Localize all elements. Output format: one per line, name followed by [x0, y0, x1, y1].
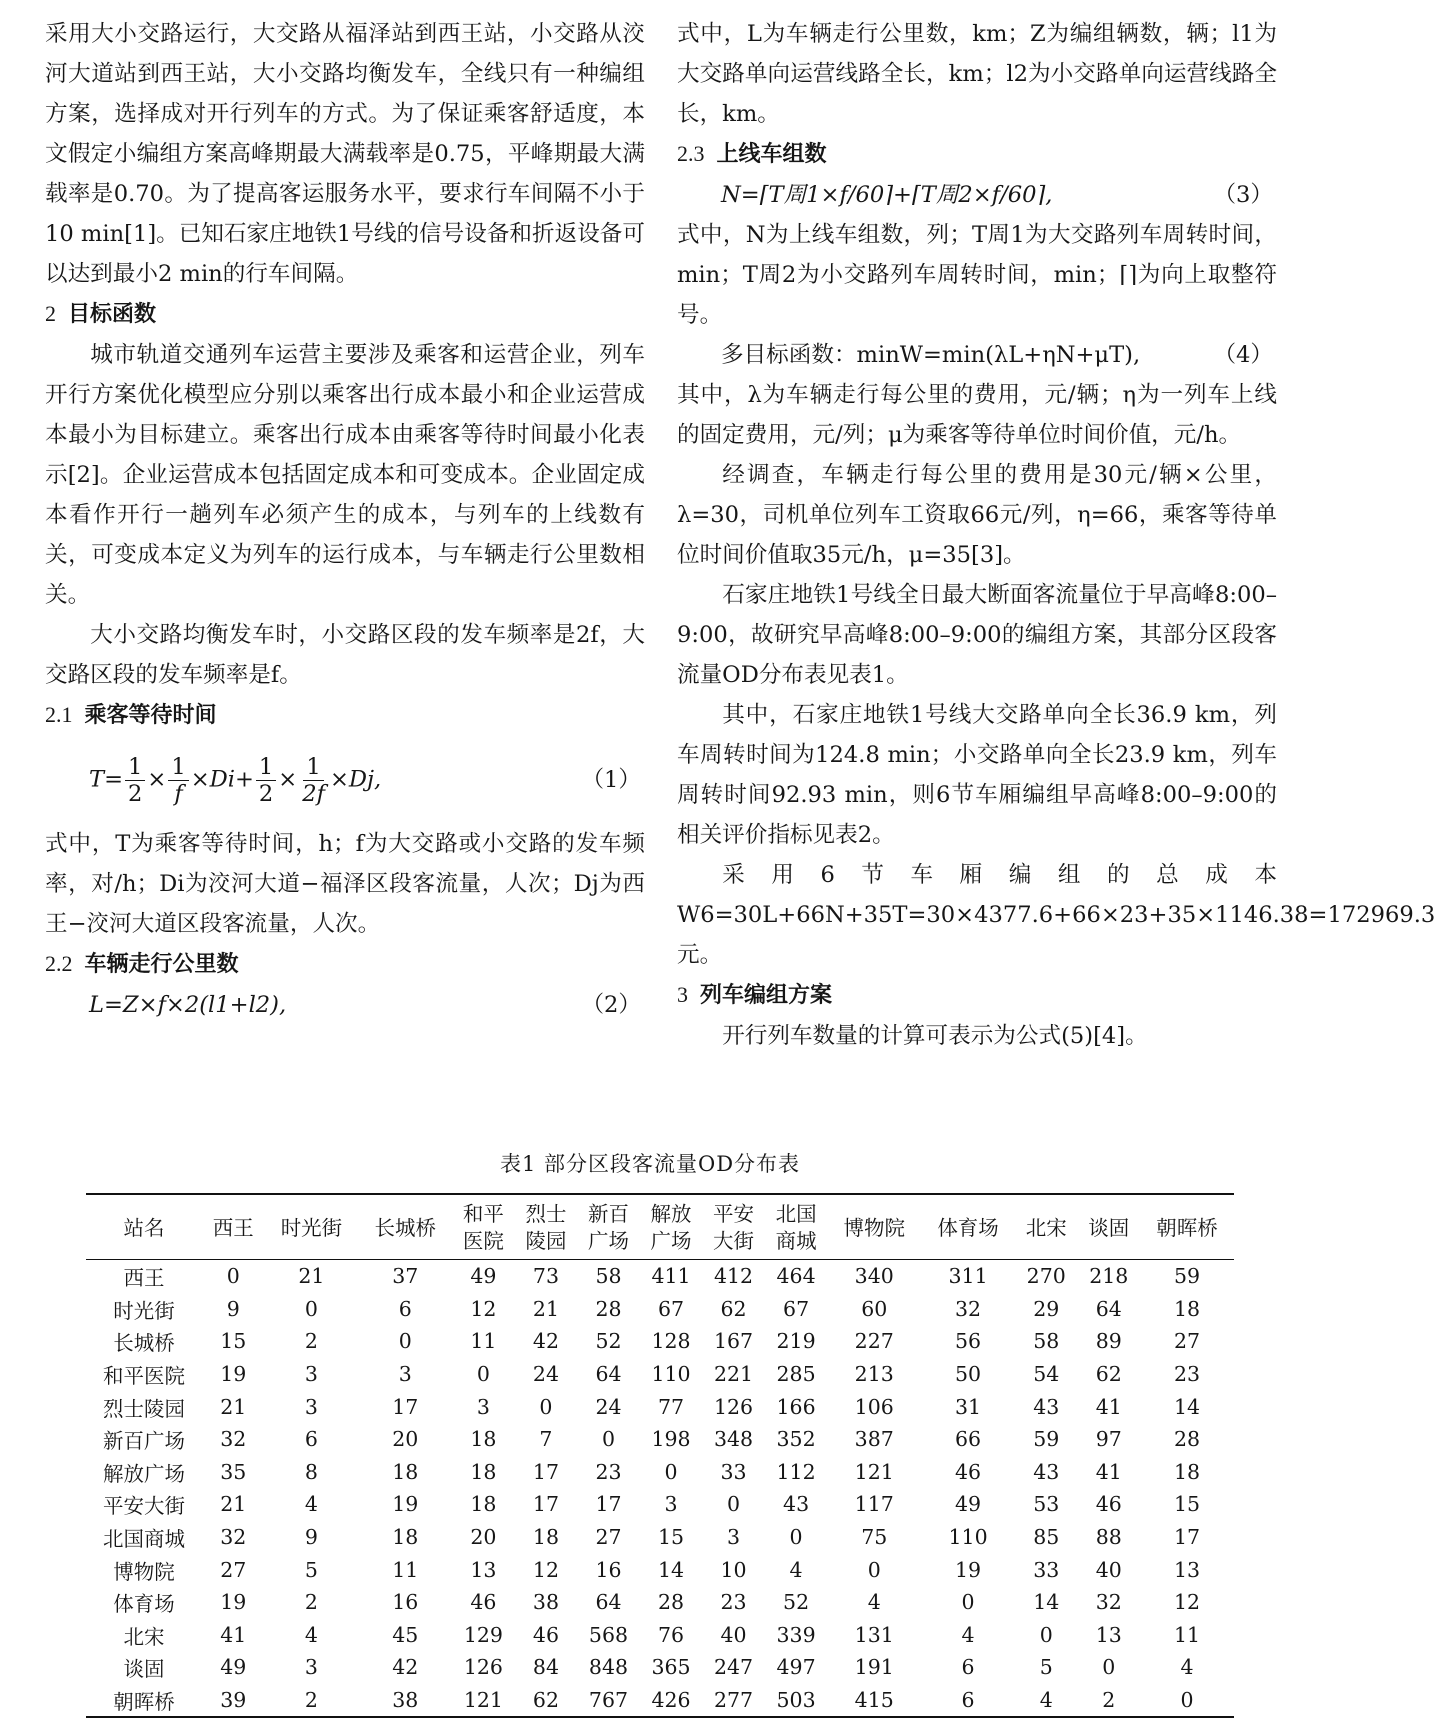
flow-value-cell: 64	[595, 1590, 622, 1615]
flow-value-cell: 0	[961, 1590, 975, 1615]
flow-value-cell: 62	[532, 1688, 559, 1713]
flow-value-cell: 110	[948, 1525, 988, 1550]
flow-value-cell: 0	[601, 1427, 615, 1452]
station-name-cell: 解放广场	[103, 1461, 185, 1486]
flow-value-cell: 117	[854, 1492, 894, 1517]
flow-value-cell: 387	[854, 1427, 894, 1452]
flow-value-cell: 32	[220, 1525, 247, 1550]
flow-value-cell: 11	[1173, 1622, 1201, 1647]
flow-value-cell: 77	[657, 1394, 685, 1419]
flow-value-cell: 64	[595, 1362, 622, 1387]
flow-value-cell: 848	[588, 1655, 629, 1680]
flow-value-cell: 50	[955, 1362, 982, 1387]
table-header-cell: 和平 医院	[462, 1202, 504, 1253]
flow-value-cell: 38	[392, 1688, 419, 1713]
paragraph-intro: 采用大小交路运行，大交路从福泽站到西王站，小交路从洨河大道站到西王站，大小交路均衡发车，全线只有一种编组方案，选择成对开行列车的方式。为了保证乘客舒适度，本文假定小编组方案高峰期最大满载率是0.75，平峰期最大满载率是0.70。为了提高客运服务水平，要求行车间隔不小于10 min[1]。已知石家庄地铁1号线的信号设备和折返设备可以达到最小2 min的行车间隔。	[45, 21, 645, 287]
flow-value-cell: 126	[713, 1394, 754, 1419]
table-body	[86, 1260, 1234, 1718]
flow-value-cell: 14	[657, 1557, 685, 1582]
flow-value-cell: 20	[392, 1427, 419, 1452]
flow-value-cell: 17	[392, 1394, 419, 1419]
flow-value-cell: 213	[854, 1362, 894, 1387]
station-name-cell: 朝晖桥	[113, 1690, 175, 1715]
flow-value-cell: 4	[789, 1557, 803, 1582]
subsection-heading-2-1	[45, 695, 645, 736]
paragraph-eq3-explanation: 式中，N为上线车组数，列；T周1为大交路列车周转时间，min；T周2为小交路列车周转时间，min；⌈⌉为向上取整符号。	[677, 222, 1277, 328]
flow-value-cell: 67	[783, 1296, 810, 1321]
flow-value-cell: 14	[1173, 1394, 1201, 1419]
flow-value-cell: 27	[1173, 1329, 1201, 1354]
flow-value-cell: 352	[776, 1427, 816, 1452]
flow-value-cell: 0	[226, 1264, 240, 1289]
flow-value-cell: 10	[720, 1557, 747, 1582]
flow-value-cell: 35	[220, 1459, 247, 1484]
flow-value-cell: 27	[220, 1557, 247, 1582]
flow-value-cell: 9	[226, 1296, 240, 1321]
equation-3-body: N=⌈T周1×f/60⌉+⌈T周2×f/60⌉,	[721, 182, 1053, 208]
flow-value-cell: 5	[304, 1557, 318, 1582]
subsection-title: 上线车组数	[716, 142, 827, 167]
section-heading-2	[45, 294, 645, 335]
flow-value-cell: 89	[1095, 1329, 1122, 1354]
flow-value-cell: 58	[1033, 1329, 1060, 1354]
flow-value-cell: 3	[398, 1362, 412, 1387]
equation-2	[45, 985, 645, 1025]
table-header-cell: 时光街	[280, 1215, 343, 1240]
equation-number: （2）	[581, 992, 641, 1018]
flow-value-cell: 39	[220, 1688, 247, 1713]
table-row	[86, 1521, 1234, 1554]
flow-value-cell: 568	[588, 1622, 629, 1647]
flow-value-cell: 84	[532, 1655, 559, 1680]
section-heading-3	[677, 975, 1277, 1016]
station-name-cell: 北国商城	[103, 1527, 185, 1552]
flow-value-cell: 8	[304, 1459, 318, 1484]
flow-value-cell: 45	[392, 1622, 419, 1647]
station-name-cell: 新百广场	[103, 1429, 185, 1454]
flow-value-cell: 348	[713, 1427, 754, 1452]
flow-value-cell: 66	[955, 1427, 982, 1452]
table-header-cell: 站名	[123, 1215, 165, 1240]
paragraph-peak-flow: 石家庄地铁1号线全日最大断面客流量位于早高峰8:00–9:00，故研究早高峰8:00–9:00的编组方案，其部分区段客流量OD分布表见表1。	[677, 582, 1277, 688]
flow-value-cell: 221	[713, 1362, 754, 1387]
flow-value-cell: 32	[220, 1427, 247, 1452]
flow-value-cell: 0	[789, 1525, 803, 1550]
flow-value-cell: 17	[532, 1492, 559, 1517]
flow-value-cell: 20	[470, 1525, 497, 1550]
fraction-one-over-2f: $\frac{1}{2f}$	[302, 753, 325, 807]
flow-value-cell: 112	[776, 1459, 816, 1484]
table-row	[86, 1684, 1234, 1718]
flow-value-cell: 54	[1033, 1362, 1060, 1387]
flow-value-cell: 121	[854, 1459, 894, 1484]
flow-value-cell: 49	[220, 1655, 247, 1680]
flow-value-cell: 6	[304, 1427, 318, 1452]
flow-value-cell: 247	[713, 1655, 754, 1680]
flow-value-cell: 88	[1095, 1525, 1122, 1550]
section-number: 2	[45, 301, 56, 326]
flow-value-cell: 31	[955, 1394, 982, 1419]
flow-value-cell: 5	[1039, 1655, 1053, 1680]
flow-value-cell: 767	[588, 1688, 629, 1713]
flow-value-cell: 6	[961, 1688, 975, 1713]
flow-value-cell: 24	[595, 1394, 622, 1419]
flow-value-cell: 18	[392, 1459, 419, 1484]
flow-value-cell: 43	[783, 1492, 810, 1517]
flow-value-cell: 311	[948, 1264, 988, 1289]
flow-value-cell: 198	[651, 1427, 691, 1452]
paragraph-formula-5: 开行列车数量的计算可表示为公式(5)[4]。	[722, 1023, 1148, 1049]
flow-value-cell: 2	[304, 1590, 318, 1615]
equation-3	[677, 175, 1277, 215]
flow-value-cell: 15	[220, 1329, 247, 1354]
table-row	[86, 1293, 1234, 1326]
flow-value-cell: 37	[392, 1264, 419, 1289]
equation-2-body: L=Z×f×2(l1+l2),	[89, 992, 287, 1018]
table-header-cell: 西王	[212, 1215, 254, 1240]
flow-value-cell: 218	[1089, 1264, 1129, 1289]
table-header-cell: 体育场	[937, 1215, 999, 1240]
subsection-title: 乘客等待时间	[84, 703, 217, 728]
station-name-cell: 烈士陵园	[103, 1396, 185, 1421]
fraction-half: $\frac{1}{2}$	[125, 754, 145, 807]
flow-value-cell: 339	[776, 1622, 816, 1647]
flow-value-cell: 23	[595, 1459, 622, 1484]
station-name-cell: 和平医院	[103, 1364, 185, 1389]
flow-value-cell: 166	[776, 1394, 816, 1419]
flow-value-cell: 2	[304, 1688, 318, 1713]
flow-value-cell: 64	[1095, 1296, 1122, 1321]
flow-value-cell: 32	[1095, 1590, 1122, 1615]
station-name-cell: 博物院	[113, 1559, 175, 1584]
flow-value-cell: 412	[713, 1264, 754, 1289]
flow-value-cell: 270	[1026, 1264, 1066, 1289]
table-row	[86, 1651, 1234, 1684]
subsection-heading-2-2	[45, 944, 645, 985]
flow-value-cell: 40	[720, 1622, 747, 1647]
fraction-one-over-f: $\frac{1}{f}$	[168, 754, 188, 807]
station-name-cell: 西王	[123, 1266, 165, 1291]
flow-value-cell: 16	[595, 1557, 622, 1582]
equation-4	[677, 335, 1277, 375]
flow-value-cell: 7	[539, 1427, 553, 1452]
flow-value-cell: 16	[392, 1590, 419, 1615]
station-name-cell: 时光街	[113, 1298, 175, 1323]
right-column	[677, 14, 1435, 1056]
flow-value-cell: 497	[776, 1655, 816, 1680]
flow-value-cell: 18	[392, 1525, 419, 1550]
flow-value-cell: 126	[463, 1655, 503, 1680]
flow-value-cell: 38	[532, 1590, 559, 1615]
flow-value-cell: 21	[220, 1492, 247, 1517]
flow-value-cell: 219	[776, 1329, 816, 1354]
flow-value-cell: 15	[657, 1525, 685, 1550]
equation-1-body: T= $\frac{1}{2}$ × $\frac{1}{f}$ ×Di+ $\frac{1}{2}$ × $\frac{1}{2f}$ ×Dj,	[89, 753, 382, 807]
flow-value-cell: 411	[651, 1264, 691, 1289]
equation-number: （3）	[1213, 182, 1273, 208]
table-header-cell: 新百 广场	[587, 1202, 629, 1253]
table-row	[86, 1390, 1234, 1423]
flow-value-cell: 41	[1095, 1459, 1122, 1484]
station-name-cell: 北宋	[123, 1624, 165, 1649]
flow-value-cell: 0	[1102, 1655, 1116, 1680]
flow-value-cell: 13	[470, 1557, 497, 1582]
flow-value-cell: 52	[595, 1329, 622, 1354]
flow-value-cell: 28	[657, 1590, 685, 1615]
flow-value-cell: 6	[961, 1655, 975, 1680]
table-header-cell: 烈士 陵园	[525, 1202, 567, 1253]
flow-value-cell: 28	[595, 1296, 622, 1321]
station-name-cell: 体育场	[113, 1592, 175, 1617]
fraction-half: $\frac{1}{2}$	[256, 754, 276, 807]
flow-value-cell: 62	[1095, 1362, 1122, 1387]
flow-value-cell: 14	[1033, 1590, 1060, 1615]
flow-value-cell: 97	[1095, 1427, 1122, 1452]
equation-number: （1）	[581, 767, 641, 793]
flow-value-cell: 42	[392, 1655, 419, 1680]
flow-value-cell: 46	[955, 1459, 982, 1484]
flow-value-cell: 415	[854, 1688, 894, 1713]
flow-value-cell: 49	[955, 1492, 982, 1517]
flow-value-cell: 73	[532, 1264, 559, 1289]
station-name-cell: 谈固	[123, 1657, 165, 1682]
flow-value-cell: 11	[392, 1557, 419, 1582]
section-title: 目标函数	[68, 302, 157, 327]
table-row	[86, 1488, 1234, 1521]
table-row	[86, 1423, 1234, 1456]
equation-1	[45, 736, 645, 824]
flow-value-cell: 32	[955, 1296, 982, 1321]
table-row	[86, 1358, 1234, 1391]
table-header-cell: 平安 大街	[713, 1202, 755, 1253]
table-row	[86, 1456, 1234, 1489]
flow-value-cell: 6	[398, 1296, 412, 1321]
flow-value-cell: 27	[595, 1525, 622, 1550]
flow-value-cell: 0	[304, 1296, 318, 1321]
table-row	[86, 1553, 1234, 1586]
flow-value-cell: 4	[304, 1492, 318, 1517]
flow-value-cell: 49	[470, 1264, 497, 1289]
paragraph-parameters: 经调查，车辆走行每公里的费用是30元/辆×公里，λ=30，司机单位列车工资取66元/列，η=66，乘客等待单位时间价值取35元/h，μ=35[3]。	[677, 462, 1277, 568]
flow-value-cell: 129	[463, 1622, 503, 1647]
flow-value-cell: 167	[713, 1329, 754, 1354]
flow-value-cell: 464	[776, 1264, 816, 1289]
flow-value-cell: 67	[657, 1296, 685, 1321]
flow-value-cell: 503	[776, 1688, 816, 1713]
table-header-row	[86, 1194, 1234, 1260]
flow-value-cell: 0	[1180, 1688, 1194, 1713]
flow-value-cell: 19	[220, 1590, 247, 1615]
flow-value-cell: 23	[1173, 1362, 1201, 1387]
flow-value-cell: 3	[304, 1362, 318, 1387]
flow-value-cell: 43	[1033, 1394, 1060, 1419]
paragraph-eq4-explanation: 其中，λ为车辆走行每公里的费用，元/辆；η为一列车上线的固定费用，元/列；μ为乘客等待单位时间价值，元/h。	[677, 382, 1277, 448]
flow-value-cell: 0	[398, 1329, 412, 1354]
flow-value-cell: 59	[1173, 1264, 1201, 1289]
flow-value-cell: 52	[783, 1590, 810, 1615]
subsection-number: 2.3	[677, 141, 705, 166]
flow-value-cell: 285	[776, 1362, 816, 1387]
flow-value-cell: 0	[727, 1492, 741, 1517]
flow-value-cell: 56	[955, 1329, 982, 1354]
flow-value-cell: 110	[651, 1362, 691, 1387]
flow-value-cell: 9	[304, 1525, 318, 1550]
table-header-cell: 博物院	[843, 1215, 905, 1240]
flow-value-cell: 13	[1173, 1557, 1201, 1582]
flow-value-cell: 0	[476, 1362, 490, 1387]
flow-value-cell: 0	[539, 1394, 553, 1419]
flow-value-cell: 4	[304, 1622, 318, 1647]
flow-value-cell: 46	[470, 1590, 497, 1615]
table-header-cell: 北宋	[1025, 1215, 1067, 1240]
flow-value-cell: 62	[720, 1296, 747, 1321]
flow-value-cell: 41	[1095, 1394, 1122, 1419]
table-header-cell: 长城桥	[374, 1215, 436, 1240]
table-row	[86, 1586, 1234, 1619]
flow-value-cell: 76	[657, 1622, 685, 1647]
table-row	[86, 1619, 1234, 1652]
paragraph-objective: 城市轨道交通列车运营主要涉及乘客和运营企业，列车开行方案优化模型应分别以乘客出行成本最小和企业运营成本最小为目标建立。乘客出行成本由乘客等待时间最小化表示[2]。企业运营成本包括固定成本和可变成本。企业固定成本看作开行一趟列车必须产生的成本，与列车的上线数有关，可变成本定义为列车的运行成本，与车辆走行公里数相关。	[45, 342, 645, 608]
flow-value-cell: 3	[304, 1394, 318, 1419]
paragraph-frequency: 大小交路均衡发车时，小交路区段的发车频率是2f，大交路区段的发车频率是f。	[45, 622, 645, 688]
flow-value-cell: 18	[470, 1492, 497, 1517]
flow-value-cell: 21	[532, 1296, 559, 1321]
flow-value-cell: 33	[720, 1459, 747, 1484]
flow-value-cell: 3	[304, 1655, 318, 1680]
flow-value-cell: 42	[532, 1329, 559, 1354]
flow-value-cell: 21	[298, 1264, 325, 1289]
flow-value-cell: 18	[470, 1427, 497, 1452]
flow-value-cell: 3	[476, 1394, 490, 1419]
station-name-cell: 平安大街	[103, 1494, 185, 1519]
flow-value-cell: 53	[1033, 1492, 1060, 1517]
flow-value-cell: 19	[392, 1492, 419, 1517]
flow-value-cell: 0	[664, 1459, 678, 1484]
subsection-number: 2.1	[45, 702, 73, 727]
flow-value-cell: 17	[532, 1459, 559, 1484]
flow-value-cell: 0	[867, 1557, 881, 1582]
flow-value-cell: 131	[854, 1622, 894, 1647]
paragraph-eq1-explanation: 式中，T为乘客等待时间，h；f为大交路或小交路的发车频率，对/h；Di为洨河大道−福泽区段客流量，人次；Dj为西王−洨河大道区段客流量，人次。	[45, 831, 645, 937]
flow-value-cell: 43	[1033, 1459, 1060, 1484]
flow-value-cell: 2	[1102, 1688, 1116, 1713]
paragraph-eq2-explanation: 式中，L为车辆走行公里数，km；Z为编组辆数，辆；l1为大交路单向运营线路全长，km；l2为小交路单向运营线路全长，km。	[677, 21, 1277, 127]
flow-value-cell: 18	[532, 1525, 559, 1550]
equation-number: （4）	[1213, 342, 1273, 368]
flow-value-cell: 277	[713, 1688, 754, 1713]
flow-value-cell: 19	[955, 1557, 982, 1582]
flow-value-cell: 46	[1095, 1492, 1122, 1517]
section-title: 列车编组方案	[700, 983, 833, 1008]
flow-value-cell: 24	[532, 1362, 559, 1387]
paragraph-total-cost: 采用6节车厢编组的总成本W6=30L+66N+35T=30×4377.6+66×23+35×1146.38=172969.3元。	[677, 862, 1435, 968]
flow-value-cell: 46	[532, 1622, 559, 1647]
flow-value-cell: 59	[1033, 1427, 1060, 1452]
table-row	[86, 1260, 1234, 1293]
table-header-cell: 解放 广场	[650, 1202, 692, 1253]
station-name-cell: 长城桥	[113, 1331, 175, 1356]
flow-value-cell: 3	[727, 1525, 741, 1550]
flow-value-cell: 18	[1173, 1296, 1201, 1321]
flow-value-cell: 15	[1173, 1492, 1201, 1517]
section-number: 3	[677, 982, 688, 1007]
flow-value-cell: 85	[1033, 1525, 1060, 1550]
flow-value-cell: 12	[1173, 1590, 1201, 1615]
table-row	[86, 1325, 1234, 1358]
flow-value-cell: 23	[720, 1590, 747, 1615]
flow-value-cell: 18	[470, 1459, 497, 1484]
flow-value-cell: 58	[595, 1264, 622, 1289]
flow-value-cell: 12	[532, 1557, 559, 1582]
paragraph-line-data: 其中，石家庄地铁1号线大交路单向全长36.9 km，列车周转时间为124.8 min；小交路单向全长23.9 km，列车周转时间92.93 min，则6节车厢编组早高峰8:00–9:00的相关评价指标见表2。	[677, 702, 1277, 848]
flow-value-cell: 41	[220, 1622, 247, 1647]
flow-value-cell: 17	[595, 1492, 622, 1517]
table-header-cell: 朝晖桥	[1156, 1215, 1218, 1240]
flow-value-cell: 19	[220, 1362, 247, 1387]
flow-value-cell: 33	[1033, 1557, 1060, 1582]
flow-value-cell: 191	[854, 1655, 894, 1680]
flow-value-cell: 426	[651, 1688, 691, 1713]
flow-value-cell: 2	[304, 1329, 318, 1354]
flow-value-cell: 60	[861, 1296, 888, 1321]
flow-value-cell: 21	[220, 1394, 247, 1419]
flow-value-cell: 13	[1095, 1622, 1122, 1647]
flow-value-cell: 4	[1039, 1688, 1053, 1713]
flow-value-cell: 340	[854, 1264, 894, 1289]
subsection-number: 2.2	[45, 951, 73, 976]
flow-value-cell: 11	[470, 1329, 497, 1354]
flow-value-cell: 128	[651, 1329, 691, 1354]
eq1-lhs: T=	[89, 766, 124, 792]
table-header-cell: 谈固	[1088, 1215, 1130, 1240]
left-column	[45, 14, 645, 1025]
table-header-cell: 北国 商城	[775, 1202, 817, 1253]
flow-value-cell: 4	[867, 1590, 881, 1615]
flow-value-cell: 365	[651, 1655, 691, 1680]
flow-value-cell: 40	[1095, 1557, 1122, 1582]
flow-value-cell: 121	[463, 1688, 503, 1713]
od-table	[86, 1193, 1234, 1718]
flow-value-cell: 29	[1033, 1296, 1060, 1321]
table-caption: 表1 部分区段客流量OD分布表	[499, 1152, 801, 1176]
subsection-heading-2-3	[677, 134, 1277, 175]
subsection-title: 车辆走行公里数	[84, 952, 239, 977]
flow-value-cell: 227	[854, 1329, 894, 1354]
equation-4-body: 多目标函数：minW=min(λL+ηN+μT),	[721, 342, 1141, 368]
flow-value-cell: 3	[664, 1492, 678, 1517]
flow-value-cell: 17	[1173, 1525, 1201, 1550]
flow-value-cell: 18	[1173, 1459, 1201, 1484]
flow-value-cell: 4	[961, 1622, 975, 1647]
flow-value-cell: 75	[861, 1525, 888, 1550]
flow-value-cell: 106	[854, 1394, 894, 1419]
flow-value-cell: 12	[470, 1296, 497, 1321]
flow-value-cell: 28	[1173, 1427, 1201, 1452]
flow-value-cell: 0	[1039, 1622, 1053, 1647]
flow-value-cell: 4	[1180, 1655, 1194, 1680]
